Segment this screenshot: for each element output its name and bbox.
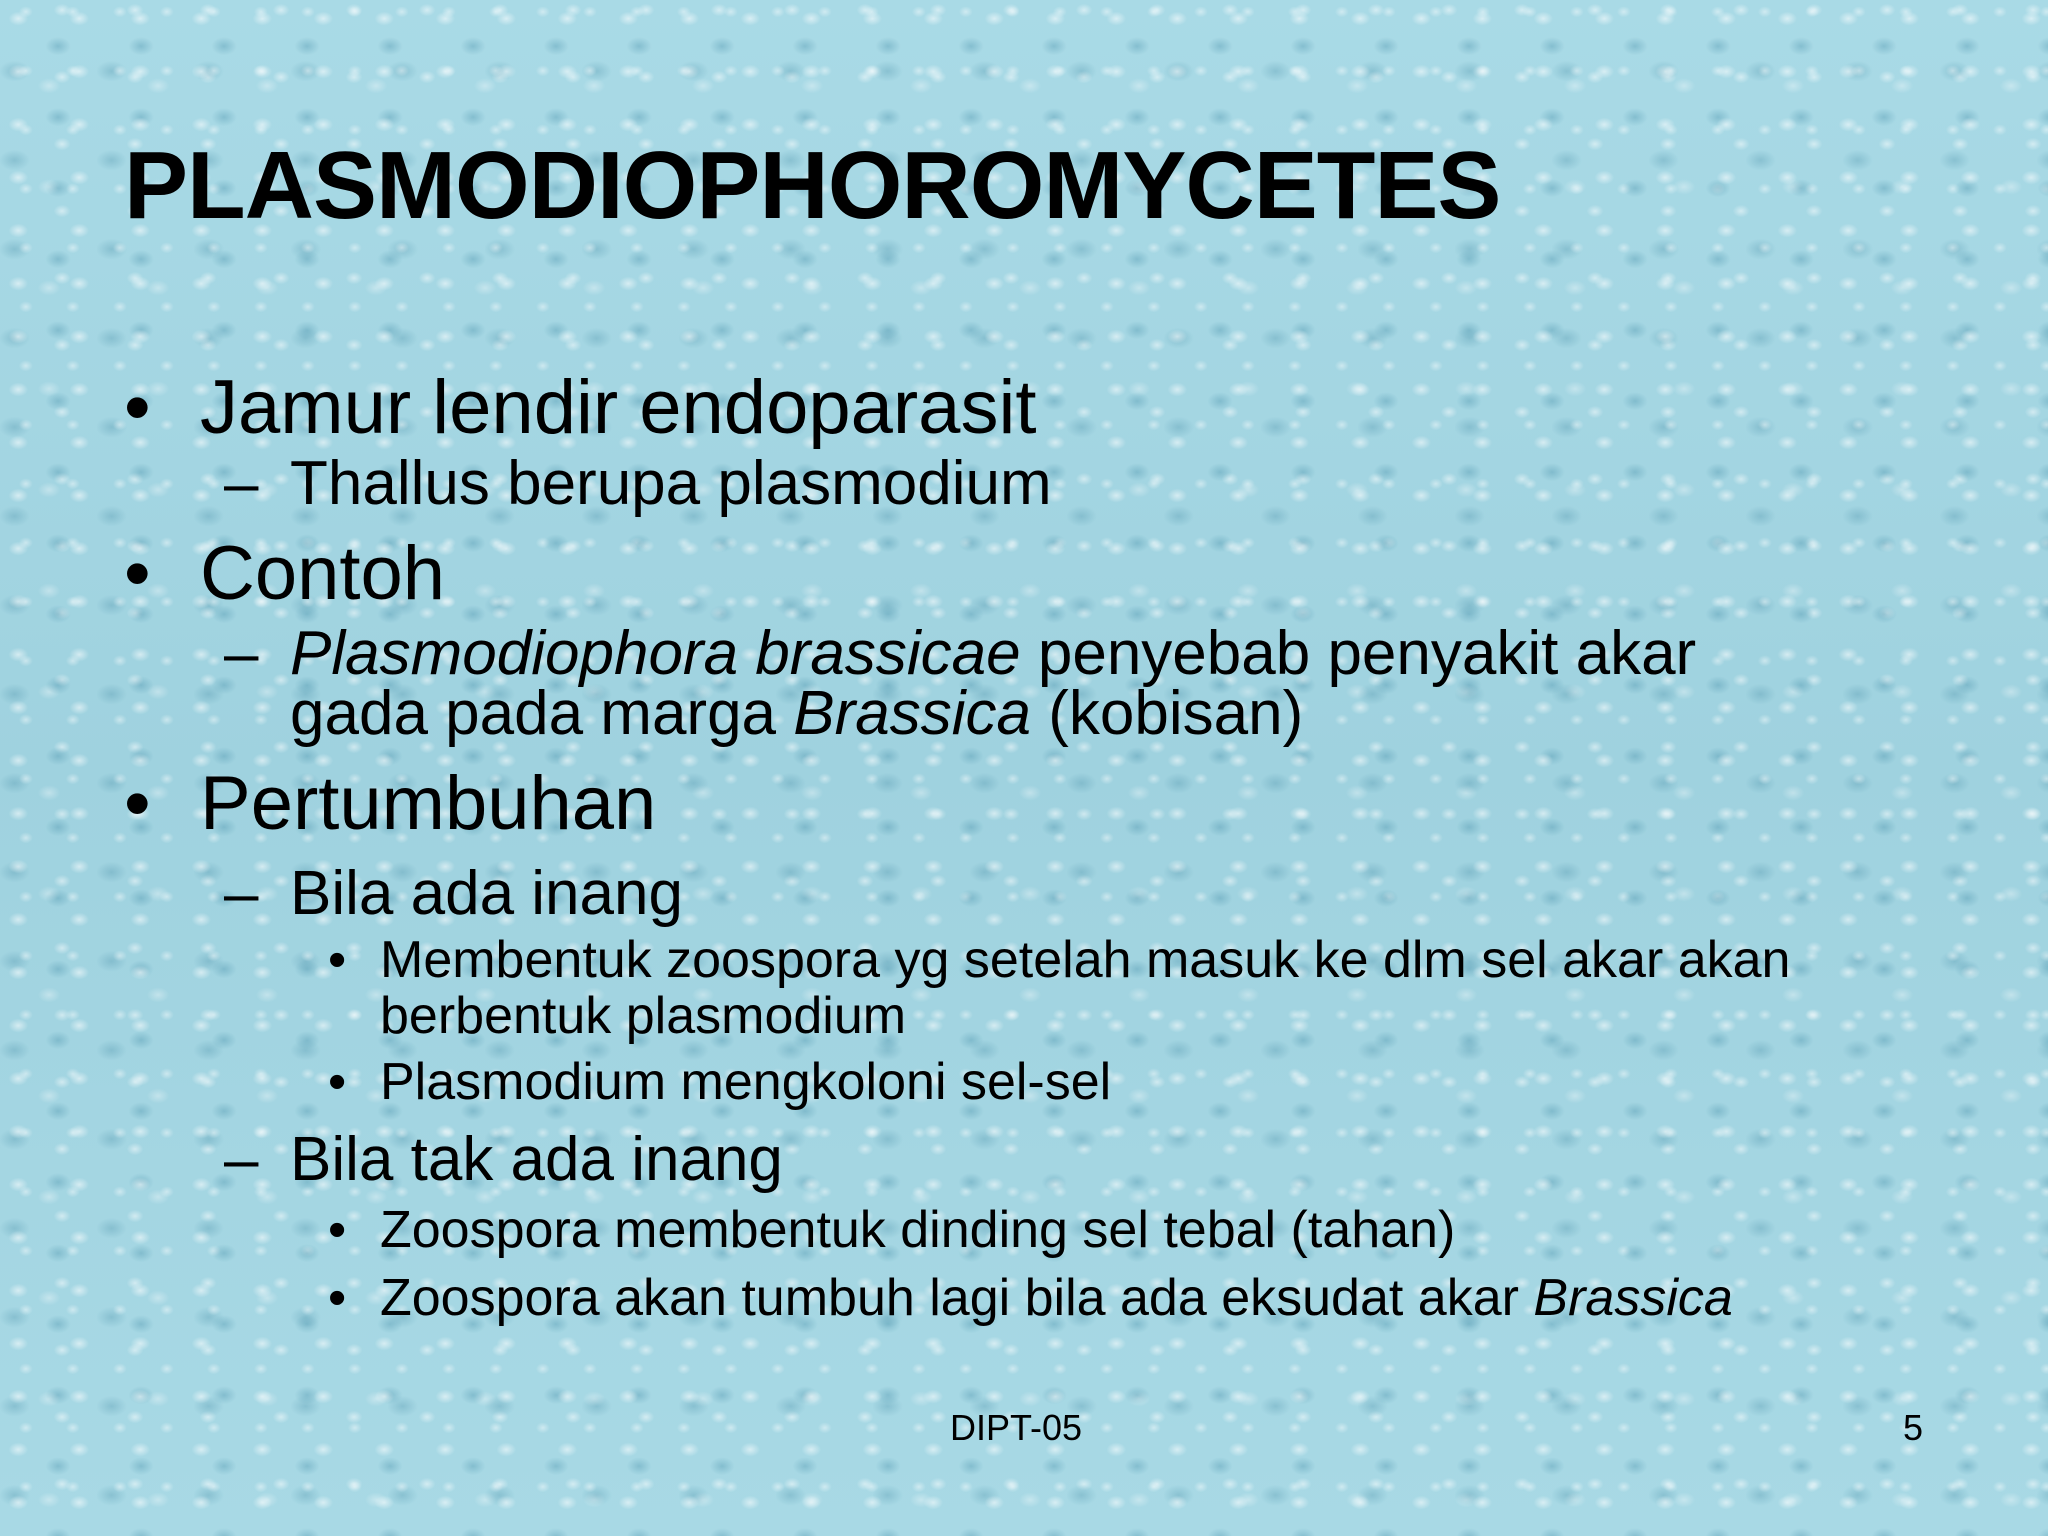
sub-bullet-item bbox=[124, 449, 1944, 518]
sub-sub-bullet-text: Plasmodium mengkoloni sel-sel bbox=[380, 1053, 1112, 1111]
sub-sub-bullet-text: Zoospora membentuk dinding sel tebal (tahan) bbox=[380, 1201, 1456, 1259]
bullet-item bbox=[124, 364, 1944, 452]
slide-body bbox=[124, 358, 1944, 1326]
dash-icon: – bbox=[224, 619, 259, 688]
text-run: gada pada marga bbox=[290, 679, 794, 748]
sub-bullet-item bbox=[124, 859, 1944, 928]
bullet-dot-icon: • bbox=[124, 365, 151, 450]
text-line: Membentuk zoospora yg setelah masuk ke dlm sel akar akan bbox=[380, 931, 1791, 989]
dash-icon: – bbox=[224, 1125, 259, 1194]
sub-sub-bullet-text bbox=[380, 931, 1790, 1045]
bullet-item bbox=[124, 530, 1944, 618]
bullet-dot-icon: • bbox=[328, 1269, 347, 1327]
genus-name: Brassica bbox=[1533, 1269, 1733, 1327]
text-line: berbentuk plasmodium bbox=[380, 987, 907, 1045]
dash-icon: – bbox=[224, 859, 259, 928]
footer-label: DIPT-05 bbox=[950, 1407, 1083, 1448]
bullet-dot-icon: • bbox=[328, 931, 347, 989]
bullet-text: Jamur lendir endoparasit bbox=[200, 365, 1037, 450]
sub-sub-bullet-text bbox=[380, 1269, 1733, 1327]
bullet-dot-icon: • bbox=[124, 531, 151, 616]
sub-sub-bullet-item bbox=[124, 1270, 1944, 1326]
bullet-text: Contoh bbox=[200, 531, 446, 616]
bullet-item bbox=[124, 760, 1944, 848]
sub-bullet-item bbox=[124, 619, 1944, 748]
bullet-text: Pertumbuhan bbox=[200, 761, 657, 846]
bullet-dot-icon: • bbox=[328, 1201, 347, 1259]
text-run: Zoospora akan tumbuh lagi bila ada eksudat akar bbox=[380, 1269, 1534, 1327]
sub-bullet-text bbox=[290, 619, 1696, 748]
dash-icon: – bbox=[224, 449, 259, 518]
species-name: Plasmodiophora brassicae bbox=[290, 619, 1021, 688]
genus-name: Brassica bbox=[793, 679, 1032, 748]
text-run: penyebab penyakit akar bbox=[1020, 619, 1697, 688]
bullet-dot-icon: • bbox=[124, 761, 151, 846]
text-run: (kobisan) bbox=[1031, 679, 1304, 748]
sub-bullet-item bbox=[124, 1125, 1944, 1194]
sub-bullet-text: Bila ada inang bbox=[290, 859, 683, 928]
sub-sub-bullet-item bbox=[124, 1054, 1944, 1110]
slide-title: PLASMODIOPHOROMYCETES bbox=[124, 132, 1501, 239]
sub-sub-bullet-item bbox=[124, 1202, 1944, 1258]
sub-bullet-text: Thallus berupa plasmodium bbox=[290, 449, 1052, 518]
sub-sub-bullet-item bbox=[124, 932, 1944, 1044]
sub-bullet-text: Bila tak ada inang bbox=[290, 1125, 783, 1194]
slide-number: 5 bbox=[1903, 1407, 1924, 1448]
bullet-dot-icon: • bbox=[328, 1053, 347, 1111]
